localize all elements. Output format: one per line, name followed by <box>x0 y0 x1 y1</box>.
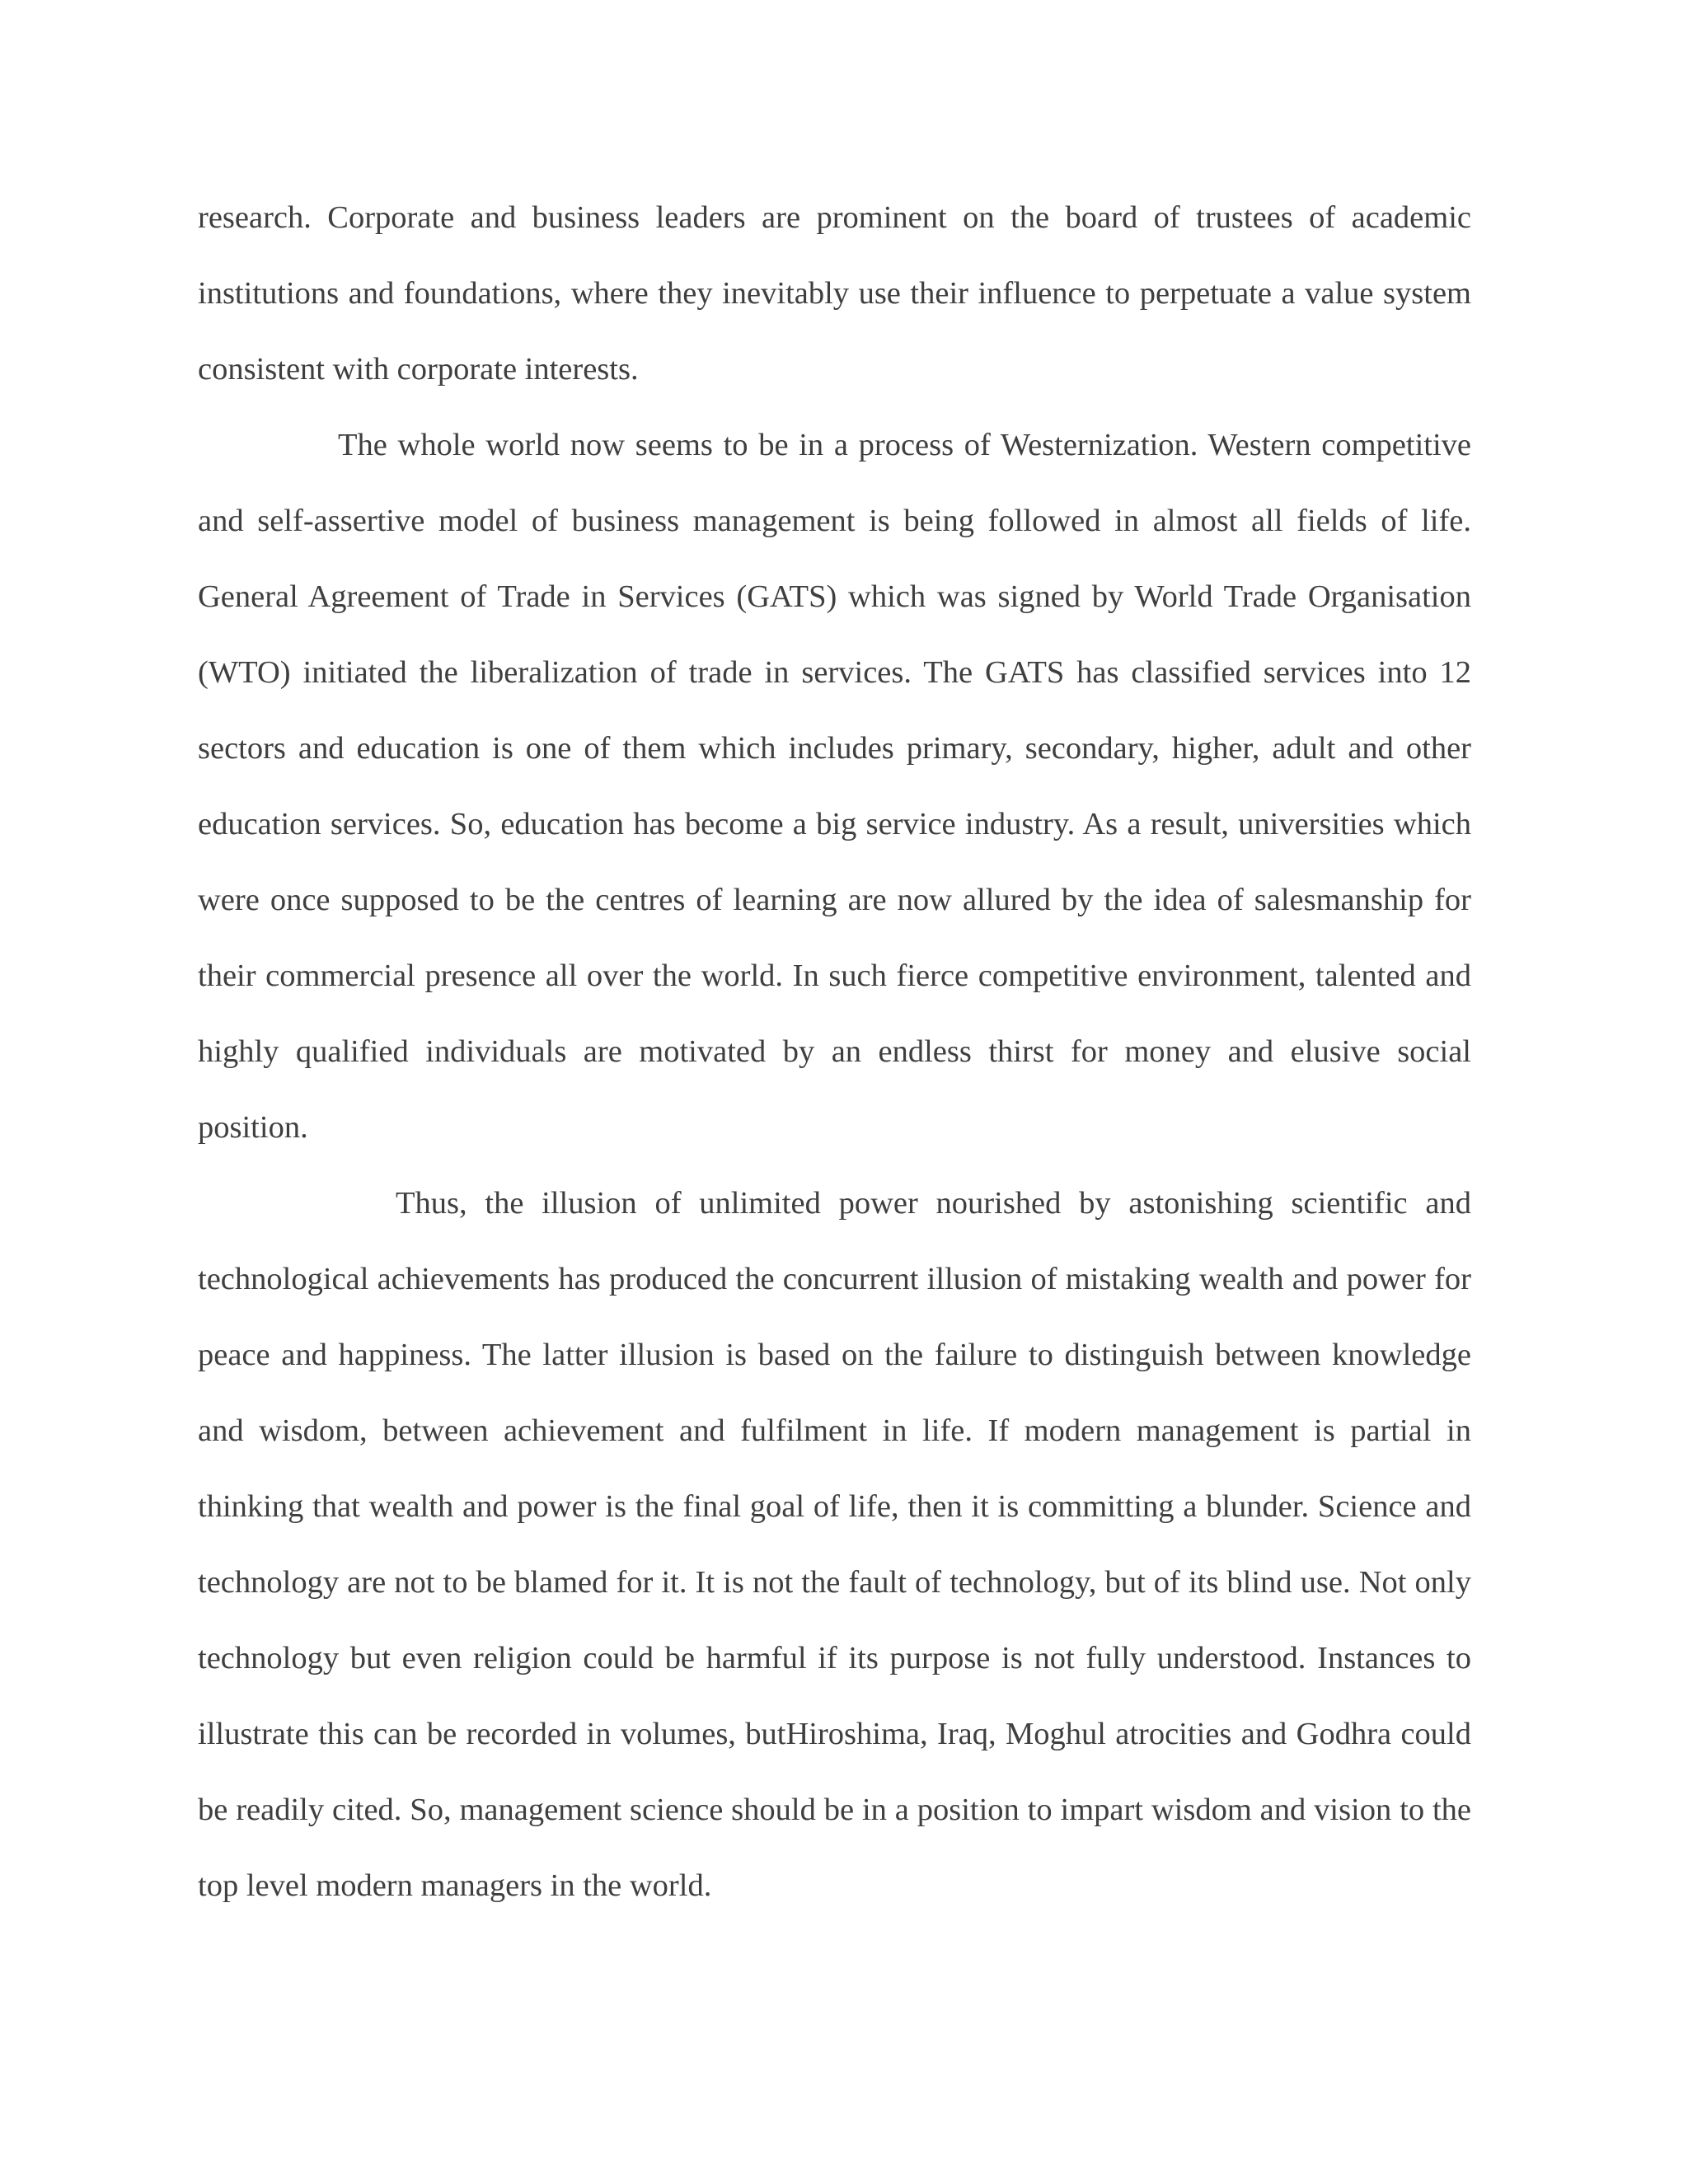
paragraph-3: Thus, the illusion of unlimited power nourished by astonishing scientific and technological achievements has produced the concurrent illusion of mistaking wealth and power for peace and happiness. The latter illusion is based on the failure to distinguish between knowledge and wisdom, between achievement and fulfilment in life. If modern management is partial in thinking that wealth and power is the final goal of life, then it is committing a blunder. Science and technology are not to be blamed for it. It is not the fault of technology, but of its blind use. Not only technology but even religion could be harmful if its purpose is not fully understood. Instances to illustrate this can be recorded in volumes, butHiroshima, Iraq, Moghul atrocities and Godhra could be readily cited. So, management science should be in a position to impart wisdom and vision to the top level modern managers in the world. <box>198 1186 1471 1903</box>
paragraph-1: research. Corporate and business leaders are prominent on the board of trustees of academic institutions and foundations, where they inevitably use their influence to perpetuate a value system consistent with corporate interests. <box>198 200 1471 387</box>
paragraph-2: The whole world now seems to be in a process of Westernization. Western competitive and self-assertive model of business management is being followed in almost all fields of life. General Agreement of Trade in Services (GATS) which was signed by World Trade Organisation (WTO) initiated the liberalization of trade in services. The GATS has classified services into 12 sectors and education is one of them which includes primary, secondary, higher, adult and other education services. So, education has become a big service industry. As a result, universities which were once supposed to be the centres of learning are now allured by the idea of salesmanship for their commercial presence all over the world. In such fierce competitive environment, talented and highly qualified individuals are motivated by an endless thirst for money and elusive social position. <box>198 428 1471 1145</box>
document-body <box>198 180 1471 1924</box>
